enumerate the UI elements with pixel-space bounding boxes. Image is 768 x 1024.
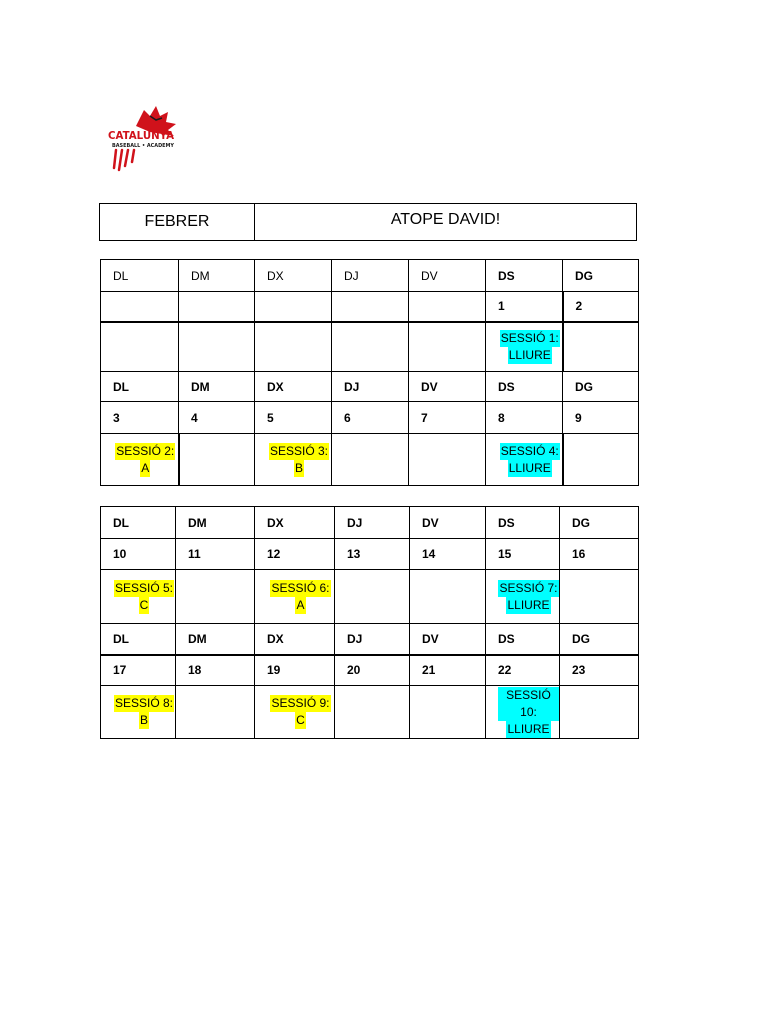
session-cell: [255, 434, 332, 486]
day-name: DS: [486, 260, 563, 292]
day-name: DS: [486, 507, 560, 539]
date-cell: 8: [486, 402, 563, 434]
session-type: LLIURE: [507, 721, 550, 736]
session-label: SESSIÓ 7:: [499, 580, 558, 595]
date-cell: 12: [255, 539, 335, 570]
day-name: DL: [101, 372, 179, 402]
day-name: DG: [563, 260, 639, 292]
logo-text-bottom: BASEBALL • ACADEMY: [112, 143, 175, 149]
logo-text-top: CATALUNYA: [108, 129, 175, 142]
session-cell: [486, 570, 560, 624]
session-label: SESSIÓ 1:: [500, 330, 559, 345]
session-cell: [410, 686, 486, 739]
session-row: [101, 434, 639, 486]
session-cell: [176, 686, 255, 739]
session-label: SESSIÓ 3:: [269, 443, 329, 458]
session-type: C: [296, 713, 305, 727]
session-cell: [410, 570, 486, 624]
session-cell: [101, 322, 179, 372]
session-type: LLIURE: [508, 347, 551, 362]
date-cell: 7: [409, 402, 486, 434]
day-name: DM: [179, 372, 255, 402]
date-row: [101, 402, 639, 434]
session-type: A: [296, 597, 305, 612]
month-label: FEBRER: [100, 204, 255, 240]
day-header-row: [101, 624, 639, 655]
session-cell: [332, 434, 409, 486]
day-name: DJ: [332, 372, 409, 402]
session-type: LLIURE: [507, 597, 550, 612]
date-cell: 16: [560, 539, 639, 570]
date-cell: 20: [335, 655, 410, 686]
month-header: [99, 203, 637, 241]
session-cell: [563, 322, 639, 372]
date-cell: 17: [101, 655, 176, 686]
day-name: DL: [101, 624, 176, 655]
session-cell: [101, 570, 176, 624]
session-cell: [486, 686, 560, 739]
day-name: DG: [563, 372, 639, 402]
date-cell: 3: [101, 402, 179, 434]
catalunya-baseball-academy-logo: [106, 102, 182, 174]
date-cell: 1: [486, 292, 563, 322]
session-cell: [179, 434, 255, 486]
day-name: DJ: [332, 260, 409, 292]
day-name: DJ: [335, 507, 410, 539]
day-header-row: [101, 372, 639, 402]
date-row: [101, 655, 639, 686]
session-cell: [101, 434, 179, 486]
date-cell: 21: [410, 655, 486, 686]
session-cell: [335, 686, 410, 739]
date-cell: 11: [176, 539, 255, 570]
session-label: SESSIÓ 5:: [114, 580, 174, 595]
day-name: DM: [176, 507, 255, 539]
session-cell: [255, 686, 335, 739]
day-name: DG: [560, 624, 639, 655]
session-cell: [176, 570, 255, 624]
date-cell: 14: [410, 539, 486, 570]
date-cell: 9: [563, 402, 639, 434]
date-cell: 22: [486, 655, 560, 686]
session-cell: [409, 434, 486, 486]
session-row: [101, 322, 639, 372]
day-name: DL: [101, 507, 176, 539]
day-name: DL: [101, 260, 179, 292]
header-title: ATOPE DAVID!: [390, 211, 501, 228]
day-name: DV: [409, 260, 486, 292]
session-cell: [560, 570, 639, 624]
session-cell: [179, 322, 255, 372]
session-type: B: [294, 460, 303, 475]
session-label: SESSIÓ 9:: [271, 696, 330, 710]
session-cell: [563, 434, 639, 486]
calendar-block-1: [100, 259, 639, 486]
date-cell: 2: [563, 292, 639, 322]
date-cell: [409, 292, 486, 322]
date-cell: 23: [560, 655, 639, 686]
calendar-block-2: [100, 506, 639, 739]
date-cell: [101, 292, 179, 322]
session-label: SESSIÓ 4:: [500, 443, 559, 458]
date-cell: [332, 292, 409, 322]
day-name: DG: [560, 507, 639, 539]
session-type: C: [139, 597, 149, 612]
date-cell: 10: [101, 539, 176, 570]
session-cell: [255, 570, 335, 624]
session-label: SESSIÓ 2:: [116, 443, 175, 458]
day-name: DV: [409, 372, 486, 402]
date-cell: [179, 292, 255, 322]
date-cell: 15: [486, 539, 560, 570]
session-type: A: [141, 460, 150, 475]
session-cell: [486, 322, 563, 372]
day-name: DX: [255, 507, 335, 539]
date-cell: 6: [332, 402, 409, 434]
session-row: [101, 570, 639, 624]
session-cell: [560, 686, 639, 739]
date-cell: 13: [335, 539, 410, 570]
session-cell: [332, 322, 409, 372]
day-header-row: [101, 507, 639, 539]
day-name: DM: [179, 260, 255, 292]
day-name: DX: [255, 372, 332, 402]
day-name: DX: [255, 260, 332, 292]
claw-marks-icon: [114, 150, 134, 170]
session-label: SESSIÓ 6:: [271, 580, 330, 595]
date-row: [101, 292, 639, 322]
date-cell: 18: [176, 655, 255, 686]
day-name: DV: [410, 507, 486, 539]
date-cell: 5: [255, 402, 332, 434]
session-type: LLIURE: [508, 460, 551, 475]
day-name: DS: [486, 372, 563, 402]
date-row: [101, 539, 639, 570]
day-name: DJ: [335, 624, 410, 655]
day-header-row: [101, 260, 639, 292]
date-cell: [255, 292, 332, 322]
session-cell: [335, 570, 410, 624]
session-row: [101, 686, 639, 739]
session-cell: [486, 434, 563, 486]
day-name: DM: [176, 624, 255, 655]
date-cell: 4: [179, 402, 255, 434]
session-cell: [101, 686, 176, 739]
session-type: B: [139, 713, 148, 727]
day-name: DV: [410, 624, 486, 655]
session-label: SESSIÓ 10:: [498, 687, 559, 721]
date-cell: 19: [255, 655, 335, 686]
session-cell: [409, 322, 486, 372]
session-label: SESSIÓ 8:: [114, 696, 174, 710]
session-cell: [255, 322, 332, 372]
day-name: DS: [486, 624, 560, 655]
day-name: DX: [255, 624, 335, 655]
